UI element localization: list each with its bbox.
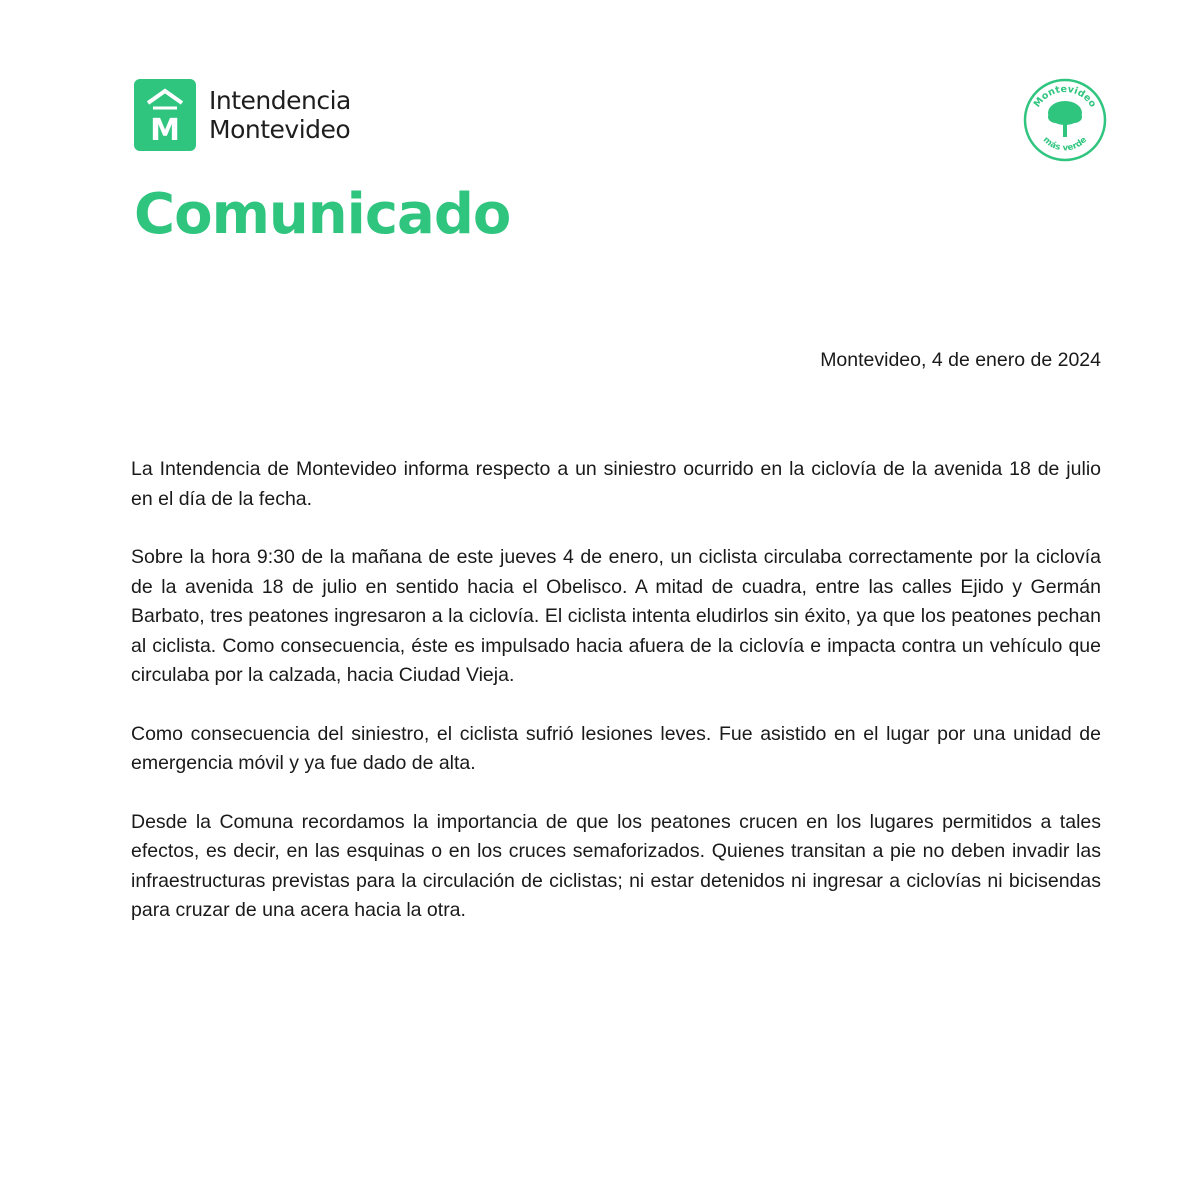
logo-letter: M	[150, 113, 180, 148]
paragraph-3: Como consecuencia del siniestro, el ciclista sufrió lesiones leves. Fue asistido en el lugar por una unidad de emergencia móvil y ya fue dado de alta.	[131, 722, 1101, 774]
intendencia-logo-mark	[134, 79, 196, 151]
paragraph-4: Desde la Comuna recordamos la importancia de que los peatones crucen en los lugares permitidos a tales efectos, es decir, en las esquinas o en los cruces semaforizados. Quienes transitan a pie no deben invadir las infraestructuras previstas para la circulación de ciclistas; ni estar detenidos ni ingresar a ciclovías ni bicisendas para cruzar de una acera hacia la otra.	[131, 810, 1101, 921]
document-body	[131, 455, 1101, 955]
page-title: Comunicado	[134, 182, 511, 247]
logo-line-2: Montevideo	[209, 115, 351, 144]
svg-text:más verde	[1041, 135, 1089, 154]
montevideo-mas-verde-seal	[1022, 77, 1108, 163]
seal-top-text: Montevideo	[1031, 83, 1099, 110]
paragraph-2: Sobre la hora 9:30 de la mañana de este jueves 4 de enero, un ciclista circulaba correctamente por la ciclovía de la avenida 18 de julio en sentido hacia el Obelisco. A mitad de cuadra, entre las calles Ejido y Germán Barbato, tres peatones ingresaron a la ciclovía. El ciclista intenta eludirlos sin éxito, ya que los peatones pechan al ciclista. Como consecuencia, éste es impulsado hacia afuera de la ciclovía e impacta contra un vehículo que circulaba por la calzada, hacia Ciudad Vieja.	[131, 546, 1101, 686]
building-m-icon	[134, 79, 196, 151]
paragraph-1: La Intendencia de Montevideo informa respecto a un siniestro ocurrido en la ciclovía de la avenida 18 de julio en el día de la fecha.	[131, 458, 1101, 510]
seal-bottom-text: más verde	[1040, 134, 1090, 154]
dateline: Montevideo, 4 de enero de 2024	[820, 349, 1101, 371]
tree-icon	[1048, 101, 1082, 137]
intendencia-logo	[134, 79, 351, 151]
logo-line-1: Intendencia	[209, 86, 351, 115]
